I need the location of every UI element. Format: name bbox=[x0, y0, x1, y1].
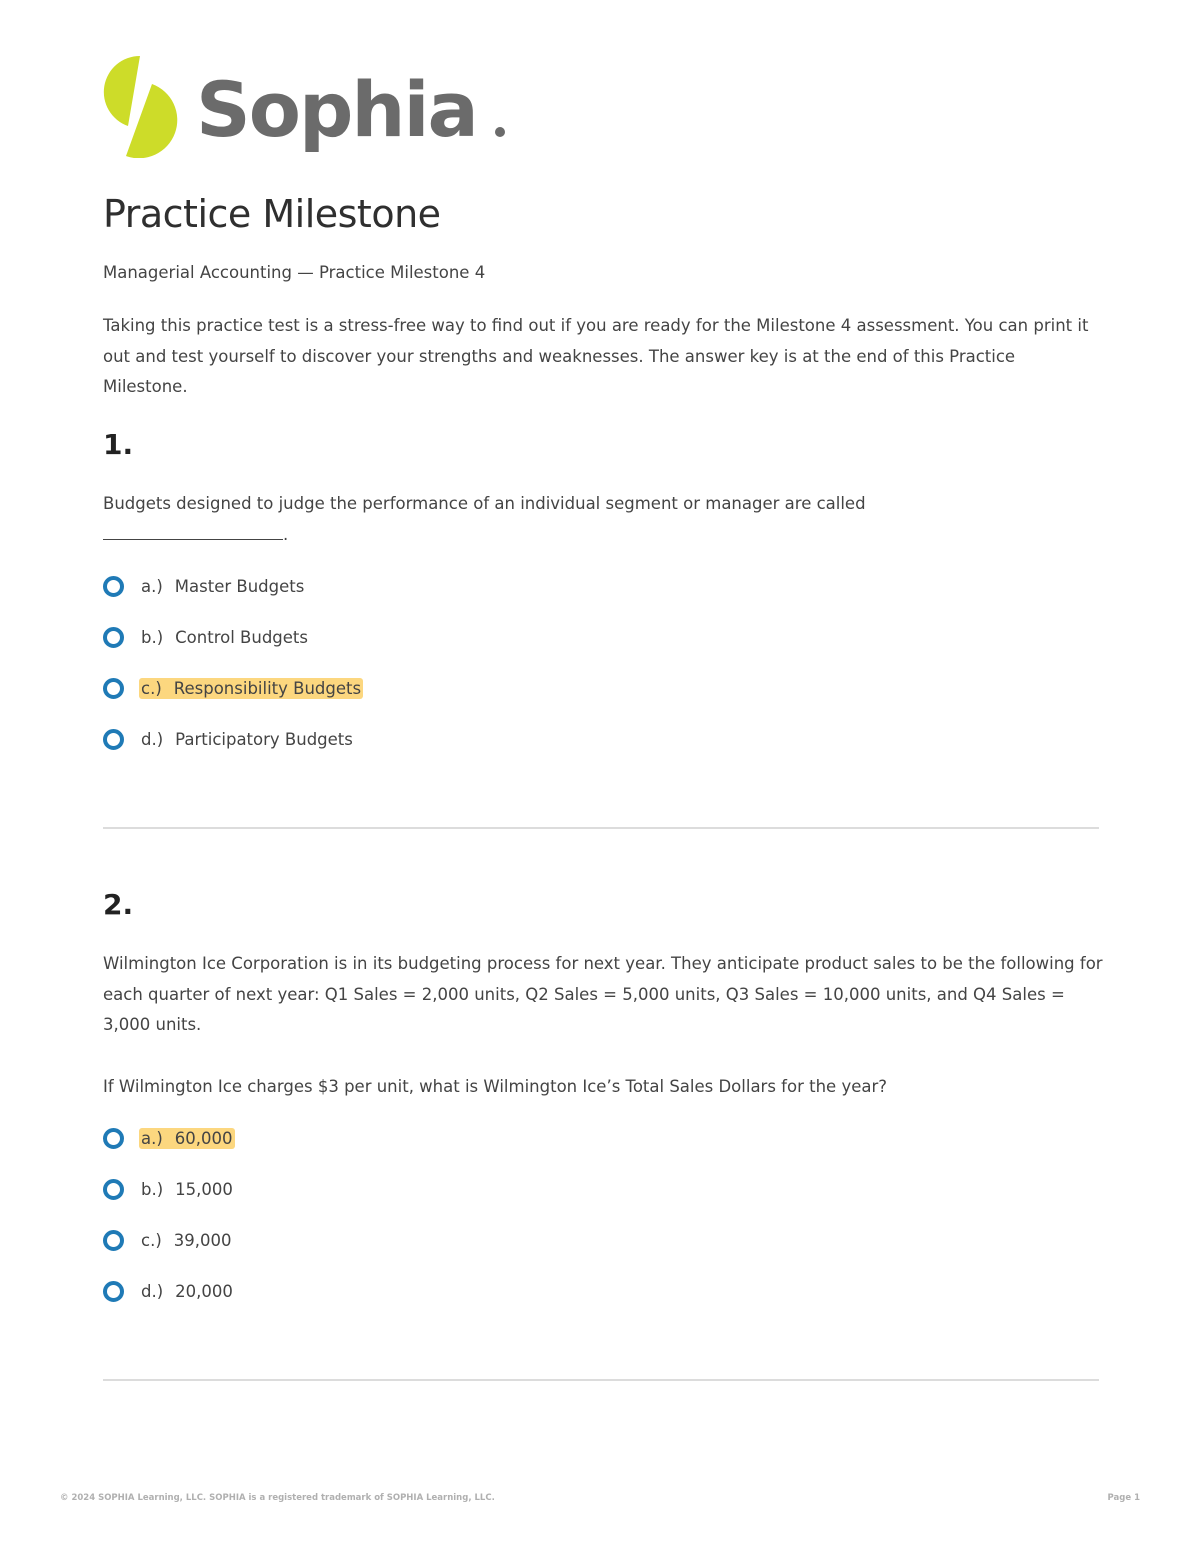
question-1-option-b[interactable] bbox=[103, 624, 310, 650]
question-1-stem: Budgets designed to judge the performance of an individual segment or manager are called bbox=[103, 494, 866, 513]
section-divider bbox=[103, 827, 1099, 829]
option-letter: c.) bbox=[141, 1230, 162, 1250]
question-1-option-c[interactable] bbox=[103, 675, 363, 701]
answer-highlight bbox=[139, 678, 363, 699]
question-2-option-b[interactable] bbox=[103, 1176, 235, 1202]
option-letter: c.) bbox=[141, 678, 162, 698]
option-letter: b.) bbox=[141, 627, 164, 647]
radio-icon[interactable] bbox=[103, 1179, 124, 1200]
option-label: Master Budgets bbox=[174, 576, 305, 596]
page-title: Practice Milestone bbox=[103, 192, 441, 236]
option-letter: d.) bbox=[141, 729, 164, 749]
question-2-number: 2. bbox=[103, 888, 134, 921]
option-letter: a.) bbox=[141, 1128, 163, 1148]
option-letter: d.) bbox=[141, 1281, 164, 1301]
question-1-number: 1. bbox=[103, 428, 134, 461]
option-label: Control Budgets bbox=[175, 627, 308, 647]
radio-icon[interactable] bbox=[103, 1230, 124, 1251]
question-1-text bbox=[103, 489, 1003, 550]
option-label: 39,000 bbox=[173, 1230, 232, 1250]
option-label: 15,000 bbox=[175, 1179, 233, 1199]
option-label: Participatory Budgets bbox=[175, 729, 353, 749]
footer-page-number: Page 1 bbox=[1107, 1493, 1140, 1503]
option-label: Responsibility Budgets bbox=[173, 678, 362, 698]
radio-icon[interactable] bbox=[103, 1281, 124, 1302]
option-letter: b.) bbox=[141, 1179, 164, 1199]
question-2-text: Wilmington Ice Corporation is in its budgeting process for next year. They anticipate product sales to be the following for each quarter of next year: Q1 Sales = 2,000 units, Q2 Sales = 5,000 units, Q3 Sales = 10,000 units, and Q4 Sales = 3,000 units. bbox=[103, 954, 1103, 1034]
radio-icon[interactable] bbox=[103, 678, 124, 699]
radio-icon[interactable] bbox=[103, 627, 124, 648]
sophia-logo-mark bbox=[100, 54, 520, 158]
question-2-option-a[interactable] bbox=[103, 1125, 235, 1151]
answer-highlight bbox=[139, 1128, 235, 1149]
footer-copyright: © 2024 SOPHIA Learning, LLC. SOPHIA is a registered trademark of SOPHIA Learning, LLC. bbox=[60, 1493, 495, 1503]
logo-wordmark: Sophia bbox=[196, 65, 477, 154]
page-subtitle: Managerial Accounting — Practice Milestone 4 bbox=[103, 263, 486, 282]
section-divider bbox=[103, 1379, 1099, 1381]
radio-icon[interactable] bbox=[103, 729, 124, 750]
radio-icon[interactable] bbox=[103, 576, 124, 597]
option-letter: a.) bbox=[141, 576, 163, 596]
question-1-option-d[interactable] bbox=[103, 726, 355, 752]
radio-icon[interactable] bbox=[103, 1128, 124, 1149]
logo-dot-icon bbox=[495, 127, 505, 137]
question-1-suffix: . bbox=[283, 524, 289, 544]
option-label: 60,000 bbox=[174, 1128, 233, 1148]
sophia-logo bbox=[100, 54, 520, 158]
intro-paragraph: Taking this practice test is a stress-free way to find out if you are ready for the Milestone 4 assessment. You can print it out and test yourself to discover your strengths and weaknesses. The answer key is at the end of this Practice Milestone. bbox=[103, 316, 1089, 396]
answer-blank bbox=[103, 525, 283, 540]
option-label: 20,000 bbox=[175, 1281, 233, 1301]
question-2-option-d[interactable] bbox=[103, 1278, 235, 1304]
question-2-prompt: If Wilmington Ice charges $3 per unit, what is Wilmington Ice’s Total Sales Dollars for the year? bbox=[103, 1077, 888, 1096]
question-2-option-c[interactable] bbox=[103, 1227, 234, 1253]
question-1-option-a[interactable] bbox=[103, 573, 306, 599]
